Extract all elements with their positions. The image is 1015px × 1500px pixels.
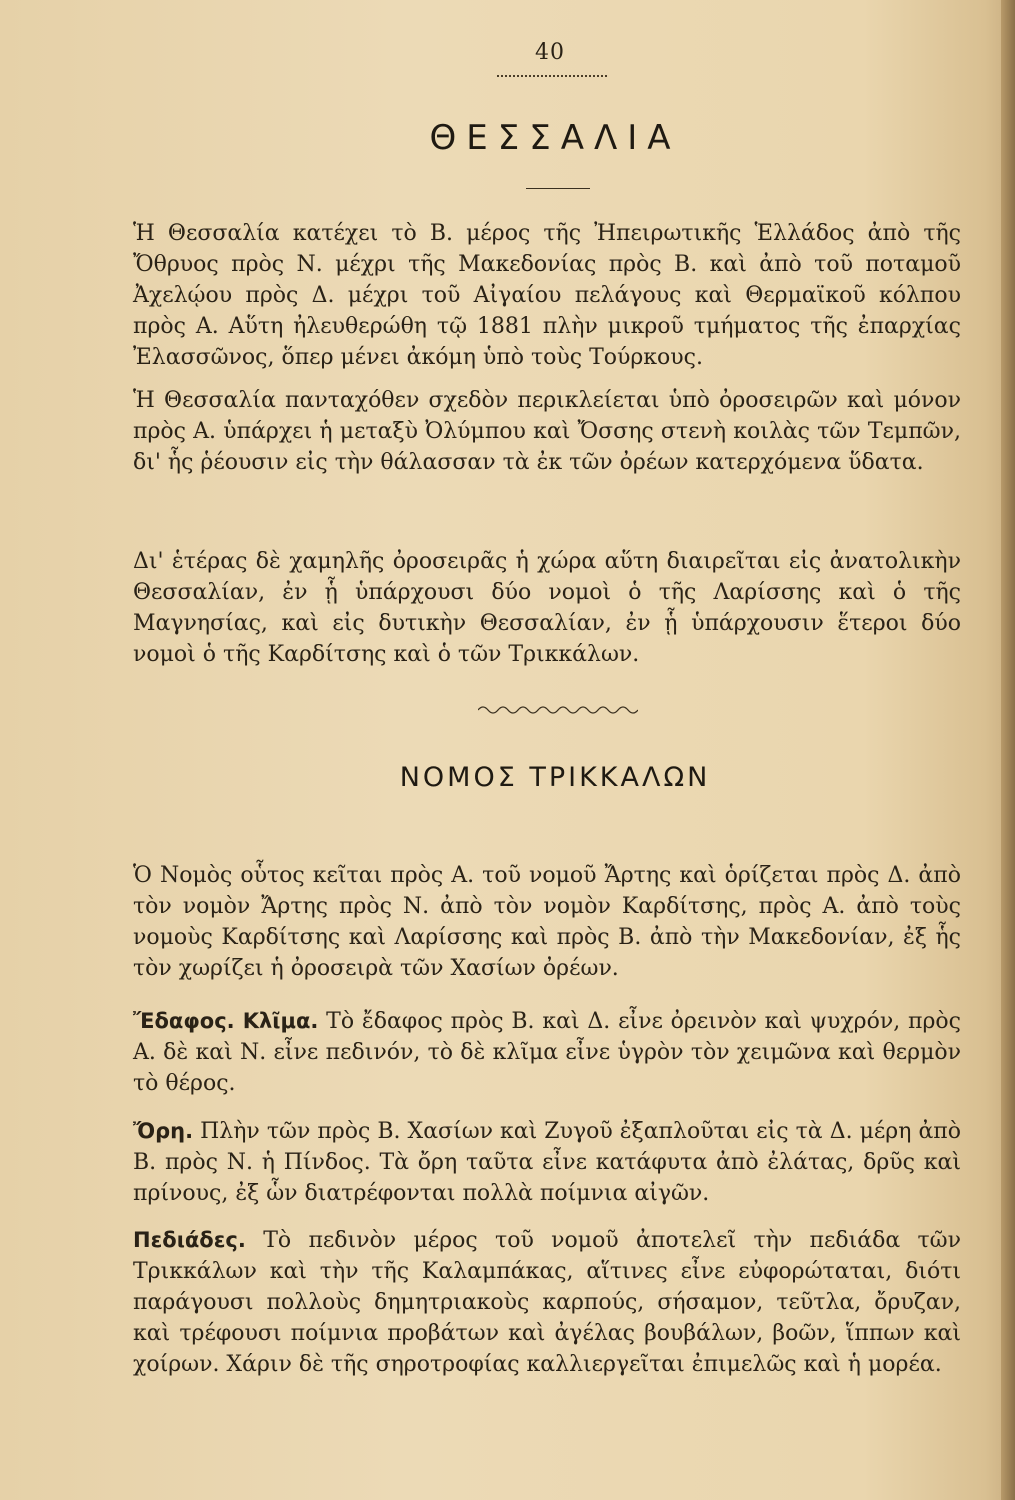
section-paragraph-2 xyxy=(133,385,961,478)
paragraph-text: Ἡ Θεσσαλία πανταχόθεν σχεδὸν περικλείεται ὑπὸ ὀροσειρῶν καὶ μόνον πρὸς Α. ὑπάρχει ἡ μεταξὺ Ὀλύμπου καὶ Ὄσσης στενὴ κοιλὰς τῶν Τεμπῶν, δι' ἧς ῥέουσιν εἰς τὴν θάλασσαν τὰ ἐκ τῶν ὀρέων κατερχόμενα ὕδατα. xyxy=(133,388,961,475)
paragraph-text: Ὁ Νομὸς οὗτος κεῖται πρὸς Α. τοῦ νομοῦ Ἄρτης καὶ ὁρίζεται πρὸς Δ. ἀπὸ τὸν νομὸν Ἄρτης πρὸς Ν. ἀπὸ τὸν νομὸν Καρδίτσης, πρὸς Α. ἀπὸ τοὺς νομοὺς Καρδίτσης καὶ Λαρίσσης καὶ πρὸς Β. ἀπὸ τὴν Μακεδονίαν, ἐξ ἧς τὸν χωρίζει ἡ ὀροσειρὰ τῶν Χασίων ὀρέων. xyxy=(133,863,961,981)
subsection-edafos xyxy=(133,1006,961,1099)
page-spine-edge xyxy=(1001,0,1015,1500)
subsection-text: Τὸ πεδινὸν μέρος τοῦ νομοῦ ἀποτελεῖ τὴν πεδιάδα τῶν Τρικκάλων καὶ τὴν τῆς Καλαμπάκας, αἵτινες εἶνε εὐφορώταται, διότι παράγουσι πολλοὺς δημητριακοὺς καρπούς, σήσαμον, τεῦτλα, ὄρυζαν, καὶ τρέφουσι ποίμνια προβάτων καὶ ἀγέλας βουβάλων, βοῶν, ἵππων καὶ χοίρων. Χάριν δὲ τῆς σηροτροφίας καλλιεργεῖται ἐπιμελῶς καὶ ἡ μορέα. xyxy=(133,1228,961,1377)
section-title: ΘΕΣΣΑΛΙΑ xyxy=(429,118,681,158)
short-rule xyxy=(526,188,590,189)
subsection-lead: Ὄρη. xyxy=(133,1119,194,1143)
subsection-text: Τὸ ἔδαφος πρὸς Β. καὶ Δ. εἶνε ὀρεινὸν καὶ ψυχρόν, πρὸς Α. δὲ καὶ Ν. εἶνε πεδινόν, τὸ δὲ κλῖμα εἶνε ὑγρὸν τὸν χειμῶνα καὶ θερμὸν τὸ θέρος. xyxy=(133,1009,961,1096)
paragraph-text: Δι' ἑτέρας δὲ χαμηλῆς ὀροσειρᾶς ἡ χώρα αὕτη διαιρεῖται εἰς ἀνατολικὴν Θεσσαλίαν, ἐν ᾗ ὑπάρχουσι δύο νομοὶ ὁ τῆς Λαρίσσης καὶ ὁ τῆς Μαγνησίας, καὶ εἰς δυτικὴν Θεσσαλίαν, ἐν ᾗ ὑπάρχουσιν ἕτεροι δύο νομοὶ ὁ τῆς Καρδίτσης καὶ ὁ τῶν Τρικκάλων. xyxy=(133,549,961,667)
page-number: 40 xyxy=(535,40,565,65)
paragraph-text: Ἡ Θεσσαλία κατέχει τὸ Β. μέρος τῆς Ἠπειρωτικῆς Ἑλλάδος ἀπὸ τῆς Ὄθρυος πρὸς Ν. μέχρι τῆς Μακεδονίας πρὸς Β. καὶ ἀπὸ τοῦ ποταμοῦ Ἀχελῴου πρὸς Δ. μέχρι τοῦ Αἰγαίου πελάγους καὶ Θερμαϊκοῦ κόλπου πρὸς Α. Αὕτη ἠλευθερώθη τῷ 1881 πλὴν μικροῦ τμήματος τῆς ἐπαρχίας Ἐλασσῶνος, ὅπερ μένει ἀκόμη ὑπὸ τοὺς Τούρκους. xyxy=(133,221,961,370)
wavy-divider xyxy=(478,704,638,716)
subsection-pediades xyxy=(133,1225,961,1380)
subsection-paragraph xyxy=(133,1116,961,1209)
subsection-text: Πλὴν τῶν πρὸς Β. Χασίων καὶ Ζυγοῦ ἐξαπλοῦται εἰς τὰ Δ. μέρη ἀπὸ Β. πρὸς Ν. ἡ Πίνδος. Τὰ ὄρη ταῦτα εἶνε κατάφυτα ἀπὸ ἐλάτας, δρῦς καὶ πρίνους, ἐξ ὧν διατρέφονται πολλὰ ποίμνια αἰγῶν. xyxy=(133,1119,962,1206)
section-paragraph-1 xyxy=(133,218,961,373)
subsection-lead: Πεδιάδες. xyxy=(133,1228,246,1252)
subsection-ori xyxy=(133,1116,961,1209)
nomos-title: ΝΟΜΟΣ ΤΡΙΚΚΑΛΩΝ xyxy=(399,762,711,793)
nomos-intro xyxy=(133,860,961,984)
section-paragraph-3 xyxy=(133,546,961,670)
subsection-paragraph xyxy=(133,1006,961,1099)
subsection-paragraph xyxy=(133,1225,961,1380)
dotted-rule xyxy=(497,75,607,77)
subsection-lead: Ἔδαφος. Κλῖμα. xyxy=(133,1009,319,1033)
